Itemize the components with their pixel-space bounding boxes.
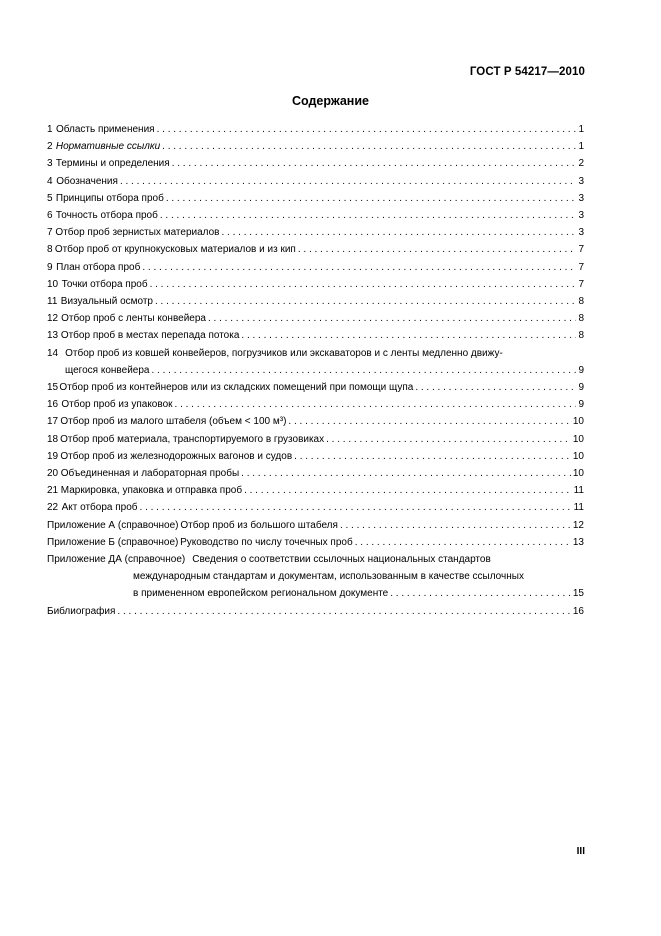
dot-leader: [140, 499, 572, 516]
toc-entry-page: 3: [578, 175, 584, 187]
toc-entry-title: Объединенная и лабораторная пробы: [60, 468, 240, 480]
toc-entry-page: 1: [578, 124, 584, 135]
annex-title: Сведения о соответствии ссылочных национальных стандартов: [192, 554, 491, 566]
toc-entry-title: Принципы отбора проб: [55, 192, 164, 204]
dot-leader: [294, 448, 571, 465]
toc-entry-number: 9: [47, 261, 53, 273]
toc-entry-number: 17: [47, 416, 59, 428]
table-of-contents: [47, 121, 584, 620]
toc-entry-title: Отбор проб материала, транспортируемого в грузовиках: [60, 433, 325, 445]
dot-leader: [117, 603, 570, 620]
toc-entry-line: [47, 413, 584, 430]
toc-entry[interactable]: [47, 499, 584, 516]
toc-entry[interactable]: [47, 413, 584, 430]
toc-entry-title: Отбор проб в местах перепада потока: [60, 330, 240, 342]
dot-leader: [151, 362, 576, 379]
toc-entry-page: 3: [578, 227, 584, 239]
dot-leader: [326, 431, 571, 448]
toc-entry-page: 8: [578, 296, 584, 308]
toc-entry-line: [47, 207, 584, 224]
toc-entry-number: 14: [47, 347, 59, 359]
toc-entry[interactable]: [47, 138, 584, 155]
toc-entry[interactable]: [47, 448, 584, 465]
dot-leader: [241, 327, 576, 344]
toc-entry-title: Отбор проб из контейнеров или из складских помещений при помощи щупа: [59, 382, 414, 394]
toc-entry-line: [47, 448, 584, 465]
toc-entry-title: Обозначения: [56, 175, 118, 187]
toc-entry[interactable]: [47, 310, 584, 327]
annex-label: Приложение ДА (справочное): [47, 554, 186, 566]
toc-entry-title: Нормативные ссылки: [55, 141, 161, 153]
toc-entry-line: [47, 241, 584, 258]
toc-entry-number: 21: [47, 485, 59, 497]
toc-entry-line: [47, 499, 584, 516]
toc-entry-number: 11: [47, 296, 58, 308]
annex-entry-line: [47, 534, 584, 551]
dot-leader: [208, 310, 576, 327]
toc-entry-page: 1: [578, 141, 584, 153]
dot-leader: [155, 293, 576, 310]
dot-leader: [340, 517, 571, 534]
toc-entry-title: План отбора проб: [56, 261, 141, 273]
toc-entry[interactable]: [47, 241, 584, 258]
toc-entry[interactable]: [47, 431, 584, 448]
toc-entry-page: 10: [572, 450, 584, 462]
toc-entry-number: 8: [47, 244, 53, 256]
bibliography-entry[interactable]: [47, 603, 584, 620]
toc-entry[interactable]: [47, 345, 584, 379]
annex-entry-line: [47, 585, 584, 602]
toc-entry-page: 8: [578, 313, 584, 325]
toc-entry-page: 2: [578, 158, 584, 170]
annex-title: Отбор проб из большого штабеля: [180, 519, 338, 531]
bibliography-title: Библиография: [47, 605, 116, 617]
toc-entry-number: 13: [47, 330, 59, 342]
toc-entry[interactable]: [47, 121, 584, 138]
toc-entry-number: 16: [47, 399, 59, 411]
annex-label: Приложение Б (справочное): [47, 536, 179, 548]
toc-entry-title: Акт отбора проб: [61, 502, 138, 514]
toc-entry-number: 5: [47, 192, 53, 204]
dot-leader: [160, 207, 577, 224]
dot-leader: [150, 276, 577, 293]
toc-entry-number: 15: [47, 382, 59, 394]
toc-entry-number: 1: [47, 124, 53, 135]
toc-entry[interactable]: [47, 465, 584, 482]
toc-entry[interactable]: [47, 379, 584, 396]
toc-entry-page: 11: [573, 502, 584, 514]
toc-entry[interactable]: [47, 224, 584, 241]
toc-entry-line: [47, 121, 584, 138]
bibliography-line: [47, 603, 584, 620]
page-title: Содержание: [291, 94, 369, 108]
toc-entry-line: [47, 362, 584, 379]
toc-entry[interactable]: [47, 482, 584, 499]
toc-entry[interactable]: [47, 259, 584, 276]
toc-entry-line: [47, 276, 584, 293]
annex-entry[interactable]: [47, 534, 584, 551]
toc-entry-title: Визуальный осмотр: [60, 296, 153, 308]
toc-entry-number: 7: [47, 227, 53, 239]
toc-entry-page: 10: [572, 433, 584, 445]
toc-entry-line: [47, 465, 584, 482]
dot-leader: [298, 241, 577, 258]
dot-leader: [244, 482, 572, 499]
toc-entry-line: [47, 138, 584, 155]
toc-entry-page: 9: [578, 382, 584, 394]
toc-entry[interactable]: [47, 190, 584, 207]
toc-entry-line: [47, 379, 584, 396]
annex-entry-line: [47, 517, 584, 534]
dot-leader: [157, 121, 577, 138]
annex-entry-line: [47, 568, 584, 585]
dot-leader: [415, 379, 576, 396]
dot-leader: [162, 138, 576, 155]
toc-entry-title: Отбор проб из железнодорожных вагонов и судов: [60, 450, 293, 462]
annex-entry[interactable]: [47, 517, 584, 534]
toc-entry[interactable]: [47, 155, 584, 172]
toc-entry-line: [47, 310, 584, 327]
toc-entry-title: Точность отбора проб: [55, 210, 158, 222]
toc-entry-title: Термины и определения: [55, 158, 170, 170]
toc-entry-number: 10: [47, 278, 59, 290]
toc-entry-page: 9: [578, 399, 584, 411]
toc-entry-page: 7: [578, 261, 584, 273]
toc-entry-title: Отбор проб из малого штабеля (объем < 100 м³): [60, 416, 287, 428]
toc-entry-page: 7: [578, 244, 584, 256]
toc-entry-line: [47, 190, 584, 207]
toc-entry-number: 19: [47, 450, 59, 462]
toc-entry[interactable]: [47, 207, 584, 224]
dot-leader: [288, 413, 570, 430]
toc-entry-number: 2: [47, 141, 53, 153]
toc-entry-page: 3: [578, 210, 584, 222]
toc-entry[interactable]: [47, 173, 584, 190]
document-code: ГОСТ Р 54217—2010: [469, 66, 585, 78]
annex-entry-line: [47, 551, 584, 568]
toc-entry-line: [47, 293, 584, 310]
annex-title-continued: международным стандартам и документам, использованным в качестве ссылочных: [133, 571, 524, 583]
toc-entry-line: [47, 224, 584, 241]
toc-entry-page: 9: [578, 364, 584, 376]
dot-leader: [142, 259, 576, 276]
toc-entry-page: 10: [572, 468, 584, 480]
dot-leader: [241, 465, 571, 482]
dot-leader: [172, 155, 577, 172]
toc-entry-page: 11: [573, 485, 584, 497]
dot-leader: [175, 396, 577, 413]
toc-entry-title: Маркировка, упаковка и отправка проб: [60, 485, 243, 497]
toc-entry-title: Отбор проб от крупнокусковых материалов и из кип: [54, 244, 296, 256]
toc-entry-title: Отбор проб из ковшей конвейеров, погрузчиков или экскаваторов и с ленты медленно движу-: [65, 347, 503, 359]
toc-entry-line: [47, 259, 584, 276]
dot-leader: [120, 173, 577, 190]
dot-leader: [390, 585, 571, 602]
toc-entry[interactable]: [47, 276, 584, 293]
toc-entry-number: 12: [47, 313, 59, 325]
toc-entry[interactable]: [47, 293, 584, 310]
dot-leader: [355, 534, 571, 551]
toc-entry-title: Точки отбора проб: [61, 278, 148, 290]
toc-entry-title: Отбор проб с ленты конвейера: [61, 313, 206, 325]
toc-entry-page: 8: [578, 330, 584, 342]
toc-entry-line: [47, 327, 584, 344]
toc-entry-line: [47, 155, 584, 172]
toc-entry-title-continued: щегося конвейера: [65, 364, 150, 376]
toc-entry-number: 20: [47, 468, 59, 480]
annex-title: Руководство по числу точечных проб: [180, 536, 353, 548]
annex-label: Приложение А (справочное): [47, 519, 179, 531]
toc-entry-number: 22: [47, 502, 59, 514]
toc-entry-line: [47, 482, 584, 499]
toc-entry-number: 4: [47, 175, 53, 187]
toc-entry-line: [47, 431, 584, 448]
toc-entry-title: Область применения: [55, 124, 155, 135]
page-number: III: [576, 846, 585, 857]
toc-entry[interactable]: [47, 396, 584, 413]
toc-entry-page: 10: [572, 416, 584, 428]
toc-entry-number: 6: [47, 210, 53, 222]
toc-entry-page: 7: [578, 278, 584, 290]
toc-entry-number: 3: [47, 158, 53, 170]
toc-entry-line: [47, 396, 584, 413]
annex-page: 13: [572, 536, 584, 548]
toc-entry[interactable]: [47, 327, 584, 344]
toc-entry-line: [47, 345, 584, 362]
toc-entry-title: Отбор проб из упаковок: [61, 399, 173, 411]
bibliography-page: 16: [572, 605, 584, 617]
toc-entry-line: [47, 173, 584, 190]
toc-entry-page: 3: [578, 192, 584, 204]
dot-leader: [221, 224, 576, 241]
toc-entry-title: Отбор проб зернистых материалов: [55, 227, 220, 239]
annex-page: 15: [572, 588, 584, 600]
dot-leader: [166, 190, 577, 207]
toc-entry-number: 18: [47, 433, 59, 445]
annex-entry[interactable]: [47, 551, 584, 603]
annex-title-continued: в примененном европейском региональном документе: [133, 588, 389, 600]
annex-page: 12: [572, 519, 584, 531]
